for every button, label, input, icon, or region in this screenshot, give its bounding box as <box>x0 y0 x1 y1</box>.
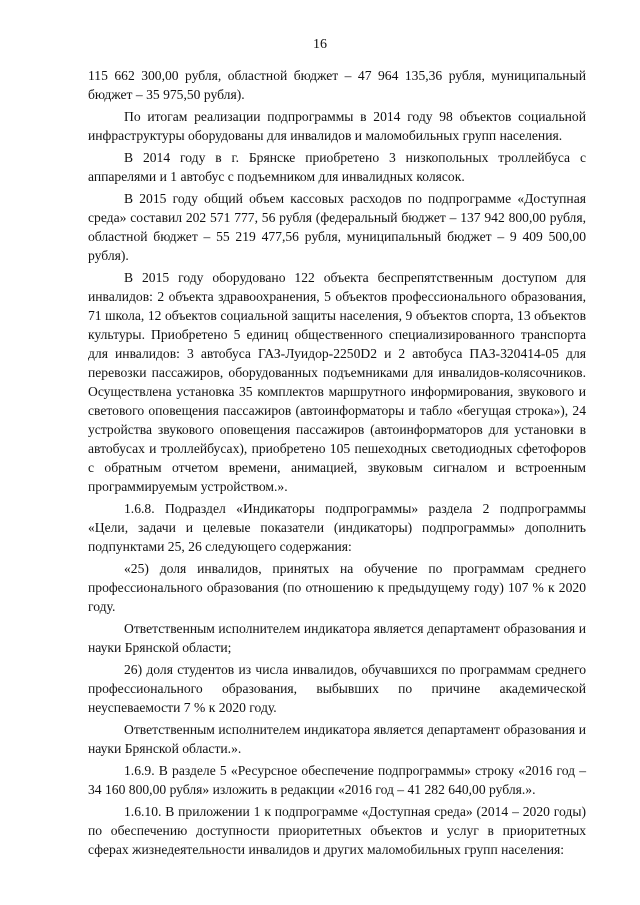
paragraph-indicator-25-executor: Ответственным исполнителем индикатора является департамент образования и науки Брянской области; <box>88 621 586 655</box>
paragraph-2015-objects: В 2015 году оборудовано 122 объекта беспрепятственным доступом для инвалидов: 2 объекта здравоохранения, 5 объектов профессионального образования, 71 школа, 12 объектов социальной защиты населения, 9 объектов спорта, 13 объектов культуры. Приобретено 5 единиц общественного специализированного транспорта для инвалидов: 3 автобуса ГАЗ-Луидор-2250D2 и 2 автобуса ПАЗ-320414-05 для перевозки пассажиров, оборудованных подъемниками для инвалидов-колясочников. Осуществлена установка 35 комплектов маршрутного информирования, звукового и светового оповещения пассажиров (автоинформаторы и табло «бегущая строка»), 24 устройства звукового оповещения пассажиров (автоинформаторов для установки в автобусах и троллейбусах), приобретено 105 пешеходных светодиодных сфетофоров с обратным отчетом времени, анимацией, звуковым сигналом и встроенным программируемым устройством.». <box>88 270 586 494</box>
document-body <box>88 66 586 859</box>
paragraph-2014-results: По итогам реализации подпрограммы в 2014 году 98 объектов социальной инфраструктуры оборудованы для инвалидов и маломобильных групп населения. <box>88 109 586 143</box>
paragraph-2015-expenses: В 2015 году общий объем кассовых расходов по подпрограмме «Доступная среда» составил 202 571 777, 56 рубля (федеральный бюджет – 137 942 800,00 рубля, областной бюджет – 55 219 477,56 рубля, муниципальный бюджет – 9 409 500,00 рубля). <box>88 191 586 263</box>
paragraph-indicator-26: 26) доля студентов из числа инвалидов, обучавшихся по программам среднего профессионального образования, выбывших по причине академической неуспеваемости 7 % к 2020 году. <box>88 662 586 715</box>
paragraph-indicator-26-executor: Ответственным исполнителем индикатора является департамент образования и науки Брянской области.». <box>88 722 586 756</box>
page-number: 16 <box>313 37 327 52</box>
paragraph-1-6-9: 1.6.9. В разделе 5 «Ресурсное обеспечение подпрограммы» строку «2016 год – 34 160 800,00 рубля» изложить в редакции «2016 год – 41 282 640,00 рубля.». <box>88 763 586 797</box>
paragraph-1-6-8: 1.6.8. Подраздел «Индикаторы подпрограммы» раздела 2 подпрограммы «Цели, задачи и целевые показатели (индикаторы) подпрограммы» дополнить подпунктами 25, 26 следующего содержания: <box>88 501 586 554</box>
paragraph-1-6-10: 1.6.10. В приложении 1 к подпрограмме «Доступная среда» (2014 – 2020 годы) по обеспечению доступности приоритетных объектов и услуг в приоритетных сферах жизнедеятельности инвалидов и других маломобильных групп населения: <box>88 804 586 857</box>
paragraph-2014-bryansk-transport: В 2014 году в г. Брянске приобретено 3 низкопольных троллейбуса с аппарелями и 1 автобус с подъемником для инвалидных колясок. <box>88 150 586 184</box>
paragraph-budget-continuation: 115 662 300,00 рубля, областной бюджет – 47 964 135,36 рубля, муниципальный бюджет – 35 975,50 рубля). <box>88 68 586 102</box>
paragraph-indicator-25: «25) доля инвалидов, принятых на обучение по программам среднего профессионального образования (по отношению к предыдущему году) 107 % к 2020 году. <box>88 561 586 614</box>
